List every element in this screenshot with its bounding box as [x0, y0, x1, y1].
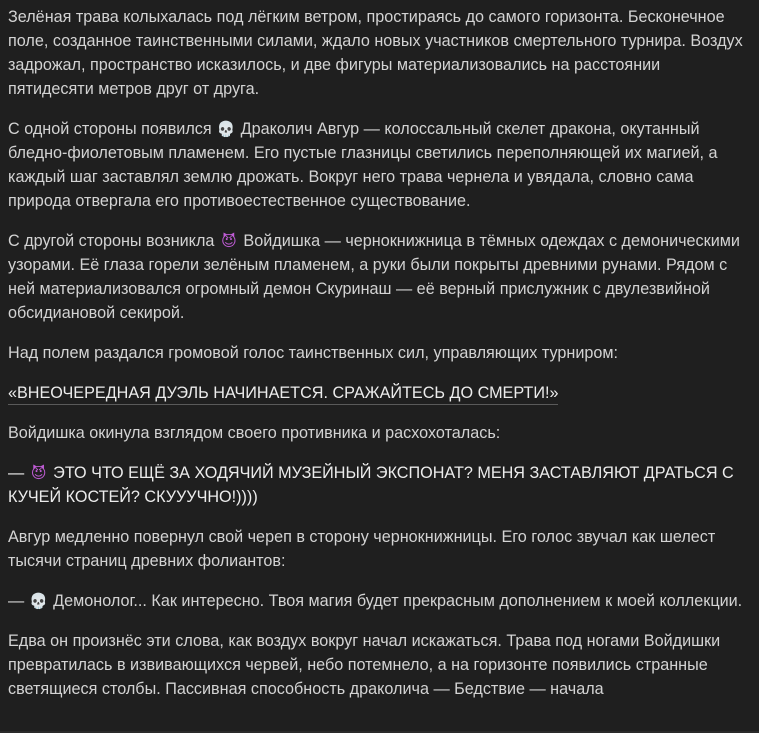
story-paragraph-voidishka	[8, 229, 743, 325]
story-paragraph-augur-line	[8, 589, 743, 613]
story-paragraph-calamity: Едва он произнёс эти слова, как воздух вокруг начал искажаться. Трава под ногами Войдишки превратилась в извивающихся червей, небо потемнело, а на горизонте появились странные светящиеся столбы. Пассивная способность драколича — Бедствие — начала	[8, 632, 721, 698]
story-message	[8, 5, 743, 717]
paragraph-text: С одной стороны появился	[8, 120, 217, 138]
paragraph-text: С другой стороны возникла	[8, 232, 219, 250]
dialogue-text: Демонолог... Как интересно. Твоя магия будет прекрасным дополнением к моей коллекции.	[48, 592, 743, 610]
story-paragraph-voice: Над полем раздался громовой голос таинственных сил, управляющих турниром:	[8, 344, 619, 362]
story-paragraph-voidishka-line	[8, 461, 743, 509]
story-paragraph-announcement	[8, 381, 743, 405]
smiling-devil-icon: 😈	[30, 464, 47, 482]
story-paragraph-augur-turn: Авгур медленно повернул свой череп в сторону чернокнижницы. Его голос звучал как шелест тысячи страниц древних фолиантов:	[8, 528, 716, 570]
announcement-text: «ВНЕОЧЕРЕДНАЯ ДУЭЛЬ НАЧИНАЕТСЯ. СРАЖАЙТЕСЬ ДО СМЕРТИ!»	[8, 382, 558, 405]
story-paragraph-augur	[8, 117, 743, 213]
dash-text: —	[8, 464, 29, 482]
paragraph-text: Войдишка — чернокнижница в тёмных одеждах с демоническими узорами. Её глаза горели зелёным пламенем, а руки были покрыты древними рунами. Рядом с ней материализовался огромный демон Скуринаш — её верный прислужник с двулезвийной обсидиановой секирой.	[8, 232, 740, 322]
dash-text: —	[8, 592, 29, 610]
skull-icon: 💀	[216, 120, 236, 138]
skull-icon: 💀	[29, 592, 49, 610]
smiling-devil-icon: 😈	[221, 232, 237, 250]
story-paragraph-laugh: Войдишка окинула взглядом своего противника и расхохоталась:	[8, 424, 501, 442]
dialogue-text: ЭТО ЧТО ЕЩЁ ЗА ХОДЯЧИЙ МУЗЕЙНЫЙ ЭКСПОНАТ? МЕНЯ ЗАСТАВЛЯЮТ ДРАТЬСЯ С КУЧЕЙ КОСТЕЙ? СКУУУЧНО!))))	[8, 464, 734, 506]
story-paragraph-intro: Зелёная трава колыхалась под лёгким ветром, простираясь до самого горизонта. Бесконечное поле, созданное таинственными силами, ждало новых участников смертельного турнира. Воздух задрожал, пространство исказилось, и две фигуры материализовались на расстоянии пятидесяти метров друг от друга.	[8, 8, 743, 98]
paragraph-text: Драколич Авгур — колоссальный скелет дракона, окутанный бледно-фиолетовым пламенем. Его пустые глазницы светились переполняющей их магией, а каждый шаг заставлял землю дрожать. Вокруг него трава чернела и увядала, словно сама природа отвергала его противоестественное существование.	[8, 120, 718, 210]
